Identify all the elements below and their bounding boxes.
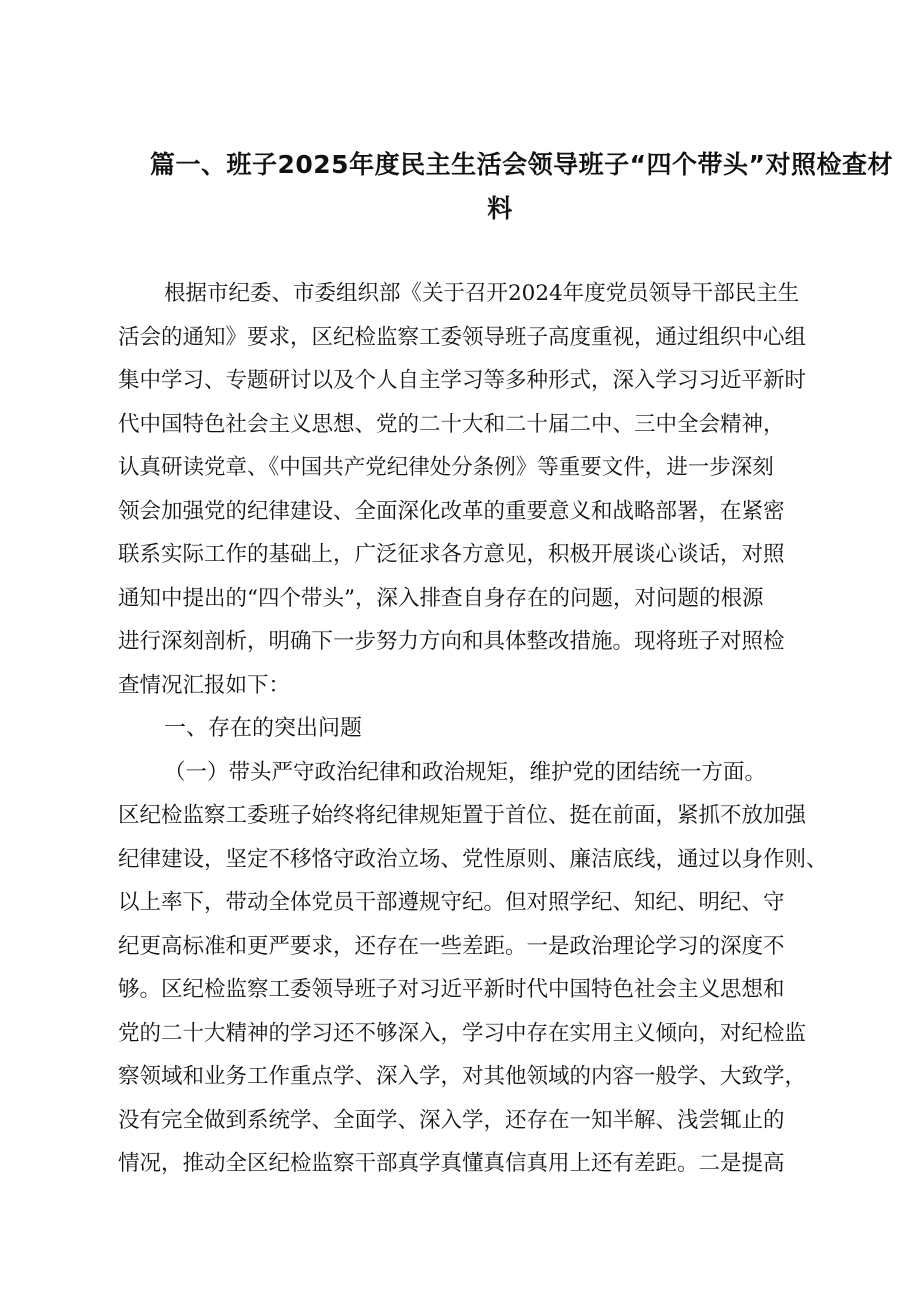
paragraph-2-line: 纪更高标准和更严要求，还存在一些差距。一是政治理论学习的深度不 [118,933,785,959]
title-line-1: 篇一、班子2025年度民主生活会领导班子“四个带头”对照检查材 [150,150,893,179]
paragraph-1-line: 活会的通知》要求，区纪检监察工委领导班子高度重视，通过组织中心组 [118,324,807,350]
paragraph-2-line: 纪律建设，坚定不移恪守政治立场、党性原则、廉洁底线，通过以身作则、 [118,846,828,872]
paragraph-2-line: 察领域和业务工作重点学、深入学，对其他领域的内容一般学、大致学， [118,1064,807,1089]
paragraph-1-line: 领会加强党的纪律建设、全面深化改革的重要意义和战略部署，在紧密 [118,498,785,524]
paragraph-1-line: 通知中提出的“四个带头”，深入排查自身存在的问题，对问题的根源 [118,585,764,611]
paragraph-2-line: 区纪检监察工委班子始终将纪律规矩置于首位、挺在前面，紧抓不放加强 [118,803,807,828]
title-line-2: 料 [487,193,513,223]
paragraph-1-line: 根据市纪委、市委组织部《关于召开2024年度党员领导干部民主生 [164,281,800,306]
paragraph-1-line: 集中学习、专题研讨以及个人自主学习等多种形式，深入学习习近平新时 [118,368,807,393]
paragraph-2-line: （一）带头严守政治纪律和政治规矩，维护党的团结统一方面。 [164,759,767,785]
paragraph-2-line: 够。区纪检监察工委领导班子对习近平新时代中国特色社会主义思想和 [118,977,785,1002]
paragraph-2-line: 以上率下，带动全体党员干部遵规守纪。但对照学纪、知纪、明纪、守 [118,890,785,915]
paragraph-1-line: 联系实际工作的基础上，广泛征求各方意见，积极开展谈心谈话，对照 [118,542,785,567]
document-title [150,140,893,227]
paragraph-1-line: 代中国特色社会主义思想、党的二十大和二十届二中、三中全会精神， [118,411,785,437]
paragraph-2-line: 党的二十大精神的学习还不够深入，学习中存在实用主义倾向，对纪检监 [118,1020,807,1046]
paragraph-2-line: 情况，推动全区纪检监察干部真学真懂真信真用上还有差距。二是提高 [118,1151,785,1176]
paragraph-1-line: 认真研读党章、《中国共产党纪律处分条例》等重要文件，进一步深刻 [118,455,774,480]
paragraph-2-line: 没有完全做到系统学、全面学、深入学，还存在一知半解、浅尝辄止的 [118,1107,785,1133]
section-heading: 一、存在的突出问题 [164,716,363,741]
body-text [118,272,840,1186]
paragraph-1-line: 进行深刻剖析，明确下一步努力方向和具体整改措施。现将班子对照检 [118,629,785,654]
paragraph-1-line: 查情况汇报如下： [118,672,291,698]
